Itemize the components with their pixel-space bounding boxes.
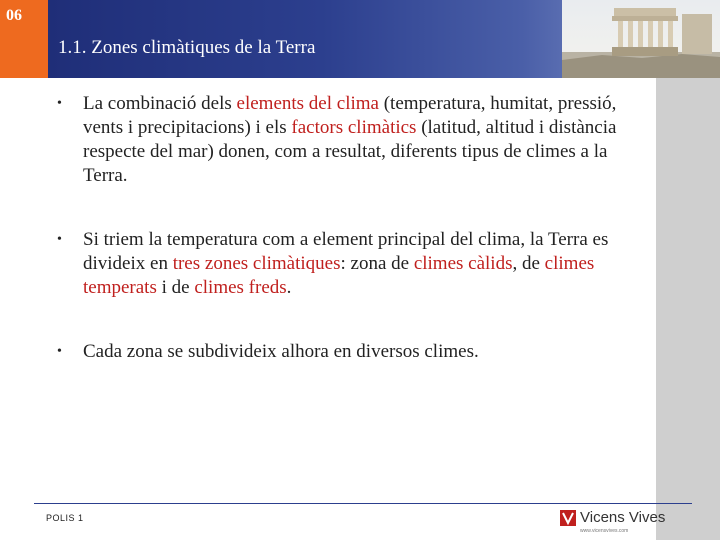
- highlighted-term: climes freds: [194, 277, 287, 298]
- bullet-dot: •: [57, 344, 62, 359]
- publisher-logo: [560, 508, 666, 534]
- logo-mark-icon: [560, 510, 576, 526]
- text-segment: La combinació dels: [83, 93, 237, 114]
- highlighted-term: climes temperats: [83, 253, 595, 298]
- bullet-dot: •: [57, 232, 62, 247]
- text-segment: (temperatura, humitat, pressió, vents i precipitacions) i els: [83, 93, 617, 138]
- bullet-item: [50, 340, 640, 364]
- text-segment: , de: [512, 253, 545, 274]
- chapter-number: 06: [6, 7, 22, 24]
- text-segment: .: [286, 277, 292, 298]
- text-segment: Si triem la temperatura com a element principal del clima, la Terra es divideix en: [83, 229, 609, 274]
- highlighted-term: elements del clima: [236, 93, 379, 114]
- highlighted-term: climes càlids: [413, 253, 513, 274]
- chapter-badge: [0, 0, 48, 78]
- highlighted-term: factors climàtics: [291, 117, 417, 138]
- acropolis-photo: [562, 0, 720, 78]
- footer-divider: [34, 503, 692, 504]
- footer-label: POLIS 1: [46, 513, 84, 523]
- bullet-text: [83, 93, 616, 186]
- logo-url: www.vicensvives.com: [580, 528, 629, 534]
- bullet-text: [83, 229, 608, 298]
- text-segment: Cada zona se subdivideix alhora en diversos climes.: [83, 341, 479, 362]
- text-segment: (latitud, altitud i distància respecte del mar) donen, com a resultat, diferents tipus de climes a la Terra.: [83, 117, 617, 186]
- side-strip: [656, 78, 720, 540]
- content-area: [50, 92, 640, 404]
- text-segment: : zona de: [340, 253, 414, 274]
- bullet-text: [83, 341, 479, 362]
- logo-text: Vicens Vives: [580, 509, 666, 526]
- bullet-item: [50, 228, 640, 300]
- slide-title: 1.1. Zones climàtiques de la Terra: [58, 37, 316, 58]
- text-segment: i de: [156, 277, 195, 298]
- bullet-dot: •: [57, 96, 62, 111]
- highlighted-term: tres zones climàtiques: [172, 253, 341, 274]
- bullet-item: [50, 92, 640, 188]
